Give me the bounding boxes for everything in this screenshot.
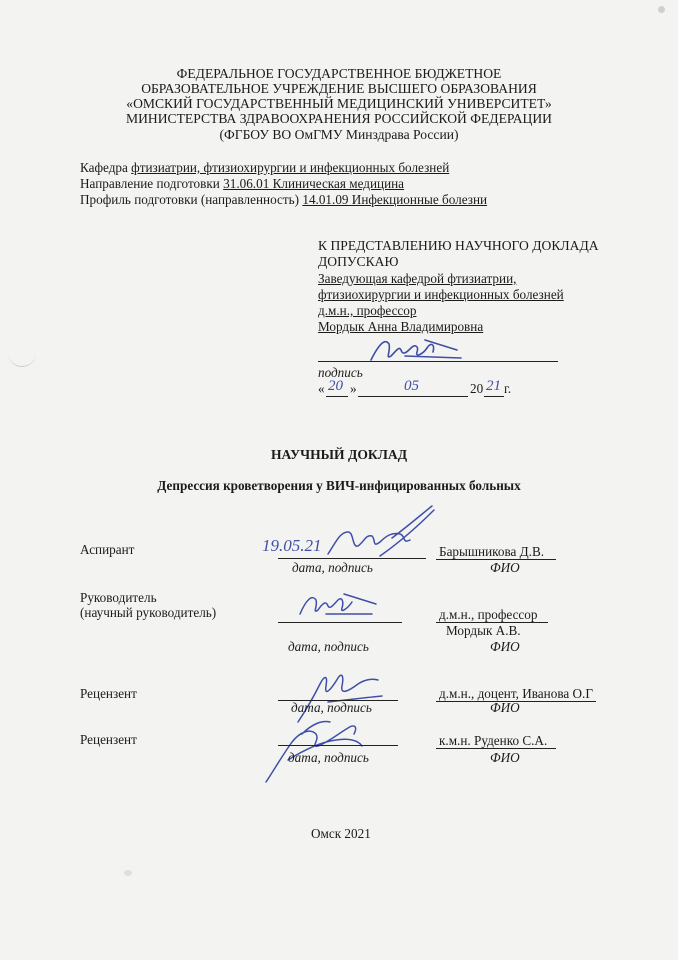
aspirant-date: 19.05.21	[262, 536, 322, 555]
report-title: НАУЧНЫЙ ДОКЛАД	[270, 447, 408, 462]
reviewer-1-fio-caption: ФИО	[490, 700, 520, 715]
department-value: фтизиатрии, фтизиохирургии и инфекционных болезней	[131, 160, 450, 175]
supervisor-name: Мордык А.В.	[446, 623, 521, 638]
punch-hole-mark	[8, 338, 36, 367]
header-line-4: МИНИСТЕРСТВА ЗДРАВООХРАНЕНИЯ РОССИЙСКОЙ ФЕДЕРАЦИИ	[126, 111, 552, 126]
approval-line-4: фтизиохирургии и инфекционных болезней	[318, 287, 564, 302]
approval-date-row	[318, 378, 558, 399]
approval-signature	[365, 334, 465, 368]
supervisor-label: Руководитель	[80, 590, 157, 605]
supervisor-signature-line	[278, 622, 402, 623]
approval-line-2: ДОПУСКАЮ	[318, 254, 399, 269]
supervisor-label-sub: (научный руководитель)	[80, 605, 217, 620]
date-month: 05	[404, 378, 419, 394]
reviewer-1-signature-caption: дата, подпись	[291, 700, 372, 715]
header-line-5: (ФГБОУ ВО ОмГМУ Минздрава России)	[219, 127, 459, 142]
city-year: Омск 2021	[311, 826, 371, 841]
header-line-3: «ОМСКИЙ ГОСУДАРСТВЕННЫЙ МЕДИЦИНСКИЙ УНИВЕРСИТЕТ»	[126, 96, 552, 111]
scan-dot	[658, 6, 665, 13]
profile-label: Профиль подготовки (направленность)	[80, 192, 303, 207]
header-line-1: ФЕДЕРАЛЬНОЕ ГОСУДАРСТВЕННОЕ БЮДЖЕТНОЕ	[176, 66, 502, 81]
report-topic: Депрессия кроветворения у ВИЧ-инфицированных больных	[157, 478, 521, 493]
reviewer-2-label: Рецензент	[80, 732, 137, 747]
date-close-quote: »	[350, 381, 357, 396]
scan-dot	[124, 870, 132, 876]
aspirant-fio-caption: ФИО	[490, 560, 520, 575]
profile-line	[80, 192, 487, 208]
date-year: 21	[486, 378, 501, 394]
date-month-line	[358, 396, 468, 397]
direction-line	[80, 176, 404, 192]
supervisor-degree: д.м.н., профессор	[439, 607, 538, 622]
header-line-2: ОБРАЗОВАТЕЛЬНОЕ УЧРЕЖДЕНИЕ ВЫСШЕГО ОБРАЗОВАНИЯ	[141, 81, 537, 96]
approval-line-1: К ПРЕДСТАВЛЕНИЮ НАУЧНОГО ДОКЛАДА	[318, 238, 599, 253]
date-day: 20	[328, 378, 343, 394]
date-open-quote: «	[318, 381, 325, 396]
supervisor-signature	[292, 588, 382, 624]
date-day-line	[326, 396, 348, 397]
reviewer-2-name: к.м.н. Руденко С.А.	[439, 733, 548, 748]
date-suffix: г.	[504, 381, 512, 396]
aspirant-label: Аспирант	[80, 542, 135, 557]
aspirant-signature-line	[278, 558, 426, 559]
date-year-line	[484, 396, 504, 397]
reviewer-2-signature	[258, 712, 368, 786]
supervisor-signature-caption: дата, подпись	[288, 639, 369, 654]
reviewer-2-signature-caption: дата, подпись	[288, 750, 369, 765]
direction-label: Направление подготовки	[80, 176, 224, 191]
approval-line-3: Заведующая кафедрой фтизиатрии,	[318, 271, 517, 286]
aspirant-signature-caption: дата, подпись	[292, 560, 373, 575]
date-year-prefix: 20	[470, 381, 484, 396]
approval-line-5: д.м.н., профессор	[318, 303, 417, 318]
approval-line-6: Мордык Анна Владимировна	[318, 319, 484, 334]
direction-value: 31.06.01 Клиническая медицина	[223, 176, 405, 191]
supervisor-name-line	[436, 622, 548, 623]
reviewer-1-label: Рецензент	[80, 686, 137, 701]
reviewer-2-fio-caption: ФИО	[490, 750, 520, 765]
reviewer-2-signature-line	[278, 745, 398, 746]
profile-value: 14.01.09 Инфекционные болезни	[302, 192, 488, 207]
supervisor-fio-caption: ФИО	[490, 639, 520, 654]
reviewer-1-name: д.м.н., доцент, Иванова О.Г	[439, 686, 593, 701]
reviewer-2-name-line	[436, 748, 556, 749]
approval-signature-caption: подпись	[318, 365, 363, 380]
department-line	[80, 160, 449, 176]
department-label: Кафедра	[80, 160, 132, 175]
aspirant-name: Барышникова Д.В.	[439, 544, 545, 559]
